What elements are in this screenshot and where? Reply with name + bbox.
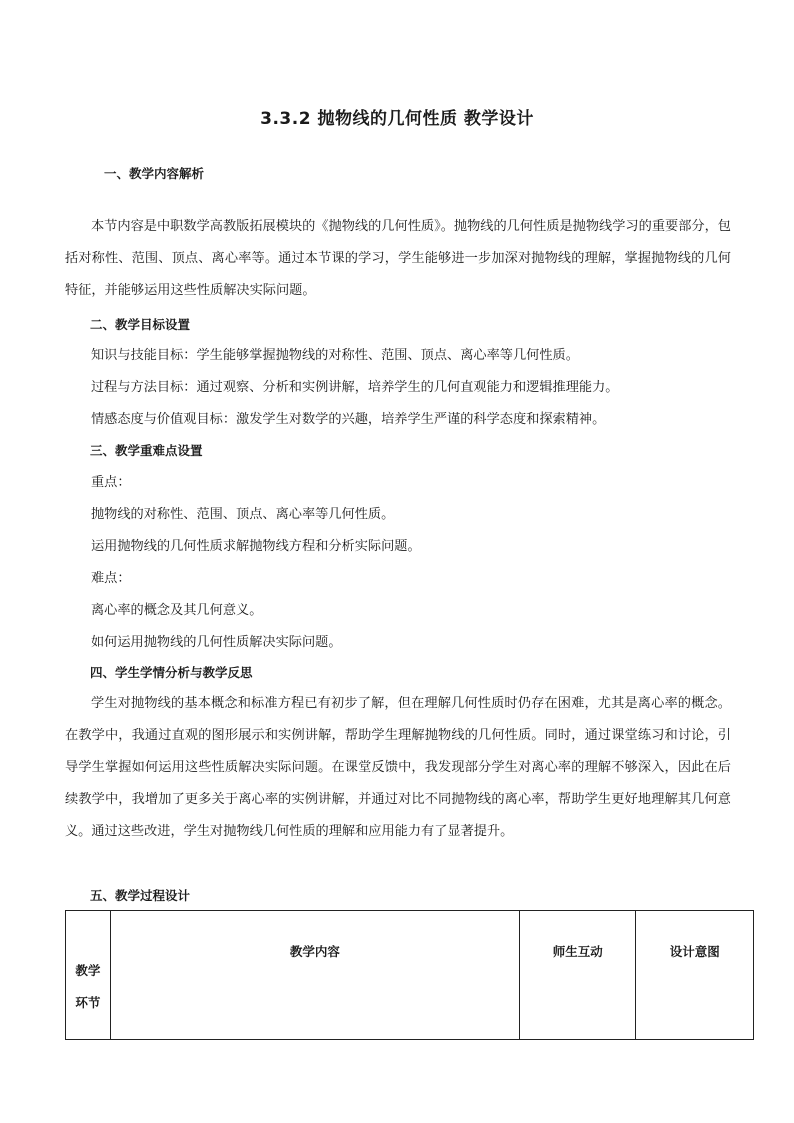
key-point-1: 抛物线的对称性、范围、顶点、离心率等几何性质。 [91, 507, 395, 522]
objective-attitude: 情感态度与价值观目标：激发学生对数学的兴趣，培养学生严谨的科学态度和探索精神。 [91, 412, 606, 427]
section-4-paragraph: 学生对抛物线的基本概念和标准方程已有初步了解，但在理解几何性质时仍存在困难，尤其是离心率的概念。在教学中，我通过直观的图形展示和实例讲解，帮助学生理解抛物线的几何性质。同时，通过课堂练习和讨论，引导学生掌握如何运用这些性质解决实际问题。在课堂反馈中，我发现部分学生对离心率的理解不够深入，因此在后续教学中，我增加了更多关于离心率的实例讲解，并通过对比不同抛物线的离心率，帮助学生更好地理解其几何意义。通过这些改进，学生对抛物线几何性质的理解和应用能力有了显著提升。 [65, 696, 731, 839]
section-1-paragraph: 本节内容是中职数学高教版拓展模块的《抛物线的几何性质》。抛物线的几何性质是抛物线学习的重要部分，包括对称性、范围、顶点、离心率等。通过本节课的学习，学生能够进一步加深对抛物线的理解，掌握抛物线的几何特征，并能够运用这些性质解决实际问题。 [65, 219, 731, 298]
section-heading-3: 三、教学重难点设置 [90, 443, 203, 458]
key-point-2: 运用抛物线的几何性质求解抛物线方程和分析实际问题。 [91, 539, 421, 554]
table-header-row [66, 911, 754, 1040]
section-heading-1: 一、教学内容解析 [104, 166, 205, 181]
objective-knowledge: 知识与技能目标：学生能够掌握抛物线的对称性、范围、顶点、离心率等几何性质。 [91, 348, 579, 363]
document-title: 3.3.2 抛物线的几何性质 教学设计 [260, 109, 534, 129]
key-points-label: 重点： [91, 475, 131, 490]
difficulties-label: 难点： [91, 571, 131, 586]
difficulty-1: 离心率的概念及其几何意义。 [91, 603, 263, 618]
teaching-process-table [65, 910, 754, 1040]
header-intent-label: 设计意图 [669, 944, 720, 959]
header-design-intent [636, 911, 754, 1040]
header-interaction-label: 师生互动 [552, 944, 603, 959]
section-heading-2: 二、教学目标设置 [90, 317, 191, 332]
header-stage-line1: 教学 [75, 963, 101, 978]
header-teaching-stage [66, 911, 111, 1040]
header-content-label: 教学内容 [289, 944, 340, 959]
header-teaching-content [110, 911, 519, 1040]
section-heading-5: 五、教学过程设计 [90, 888, 191, 903]
objective-process: 过程与方法目标：通过观察、分析和实例讲解，培养学生的几何直观能力和逻辑推理能力。 [91, 380, 619, 395]
header-teacher-student-interaction [519, 911, 636, 1040]
section-heading-4: 四、学生学情分析与教学反思 [90, 665, 253, 680]
header-stage-line2: 环节 [75, 995, 101, 1010]
difficulty-2: 如何运用抛物线的几何性质解决实际问题。 [91, 635, 342, 650]
